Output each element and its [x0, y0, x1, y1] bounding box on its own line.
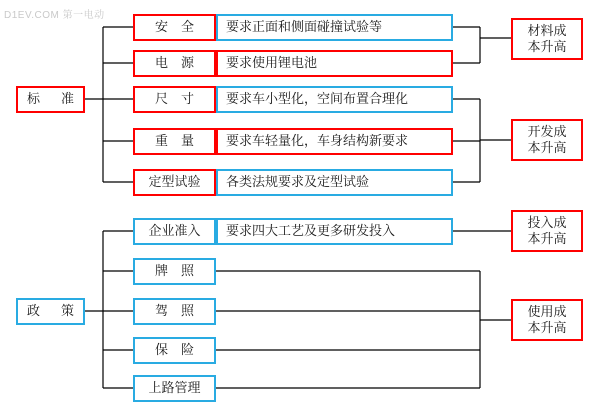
outcome-investment-cost[interactable]: [511, 210, 583, 252]
node-weight-label: 重 量: [154, 133, 194, 149]
outcome-material-cost[interactable]: [511, 18, 583, 60]
node-power[interactable]: [133, 50, 216, 77]
outcome-development-cost-line2: 本升高: [527, 140, 567, 155]
node-insurance[interactable]: [133, 337, 216, 364]
detail-enterprise-access[interactable]: [216, 218, 453, 245]
node-policy[interactable]: [16, 298, 85, 325]
detail-weight-label: 要求车轻量化，车身结构新要求: [226, 133, 409, 149]
node-road-management[interactable]: [133, 375, 216, 402]
node-standard[interactable]: [16, 86, 85, 113]
detail-power-label: 要求使用锂电池: [226, 55, 318, 71]
detail-enterprise-access-label: 要求四大工艺及更多研发投入: [226, 223, 396, 239]
outcome-development-cost-line1: 开发成: [527, 123, 567, 139]
node-weight[interactable]: [133, 128, 216, 155]
detail-size[interactable]: [216, 86, 453, 113]
node-power-label: 电 源: [154, 55, 194, 71]
node-standard-label: 标 准: [26, 91, 78, 107]
outcome-material-cost-line2: 本升高: [527, 39, 567, 54]
outcome-investment-cost-line1: 投入成: [527, 214, 567, 230]
outcome-material-cost-line1: 材料成: [527, 22, 567, 38]
node-driver-license[interactable]: [133, 298, 216, 325]
node-policy-label: 政 策: [26, 303, 78, 319]
outcome-development-cost[interactable]: [511, 119, 583, 161]
watermark-label: D1EV.COM 第一电动: [4, 10, 105, 21]
node-license-plate[interactable]: [133, 258, 216, 285]
node-enterprise-access-label: 企业准入: [148, 223, 201, 239]
node-road-management-label: 上路管理: [148, 380, 201, 396]
detail-size-label: 要求车小型化，空间布置合理化: [226, 91, 409, 107]
outcome-usage-cost-line2: 本升高: [527, 320, 567, 335]
node-safety-label: 安 全: [154, 19, 194, 35]
detail-type-test-label: 各类法规要求及定型试验: [226, 174, 370, 190]
outcome-usage-cost[interactable]: [511, 299, 583, 341]
node-insurance-label: 保 险: [154, 342, 194, 358]
node-size[interactable]: [133, 86, 216, 113]
node-driver-license-label: 驾 照: [154, 303, 194, 319]
outcome-usage-cost-line1: 使用成: [527, 303, 567, 319]
node-type-test[interactable]: [133, 169, 216, 196]
detail-safety[interactable]: [216, 14, 453, 41]
detail-weight[interactable]: [216, 128, 453, 155]
detail-power[interactable]: [216, 50, 453, 77]
detail-safety-label: 要求正面和侧面碰撞试验等: [226, 19, 383, 35]
node-enterprise-access[interactable]: [133, 218, 216, 245]
node-license-plate-label: 牌 照: [154, 263, 194, 279]
outcome-investment-cost-line2: 本升高: [527, 231, 567, 246]
node-safety[interactable]: [133, 14, 216, 41]
detail-type-test[interactable]: [216, 169, 453, 196]
node-type-test-label: 定型试验: [148, 174, 201, 190]
node-size-label: 尺 寸: [154, 91, 194, 107]
